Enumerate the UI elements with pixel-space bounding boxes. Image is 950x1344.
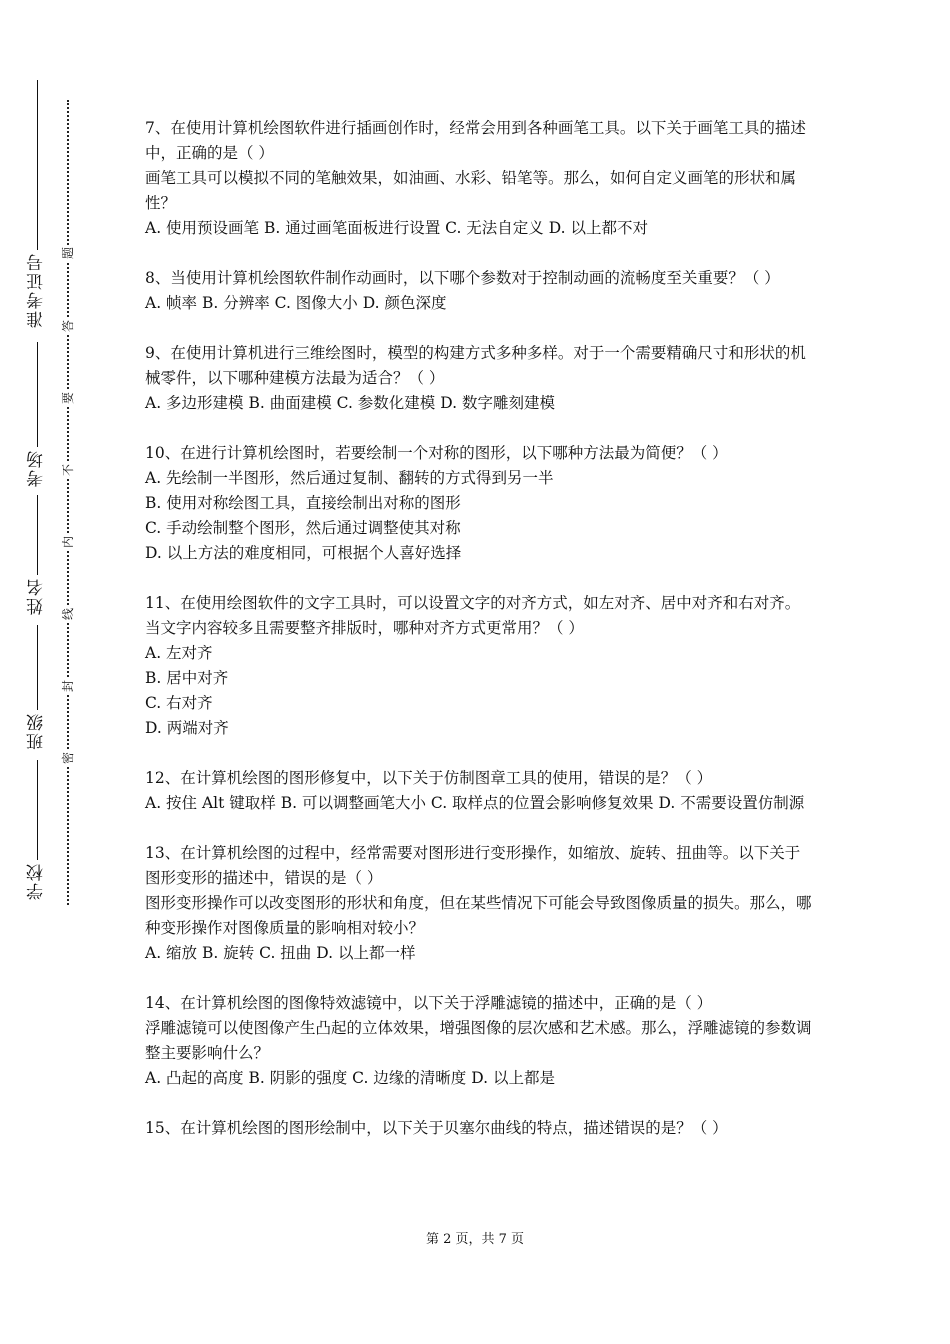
seal-char-ti: 题 [61, 247, 75, 260]
question-8 [145, 266, 815, 316]
question-7 [145, 116, 815, 241]
seal-char-yao: 要 [61, 392, 75, 405]
question-stem: 11、在使用绘图软件的文字工具时，可以设置文字的对齐方式，如左对齐、居中对齐和右对齐。当文字内容较多且需要整齐排版时，哪种对齐方式更常用？（ ） [145, 594, 801, 637]
question-11 [145, 591, 815, 741]
option-d: D. 以上方法的难度相同，可根据个人喜好选择 [145, 544, 462, 562]
student-info-column [20, 80, 47, 920]
option-c: C. 右对齐 [145, 694, 213, 712]
school-label: 学校 [27, 862, 47, 900]
question-stem: 13、在计算机绘图的过程中，经常需要对图形进行变形操作，如缩放、旋转、扭曲等。以下关于图形变形的描述中，错误的是（ ） [145, 844, 801, 887]
class-label: 班级 [27, 712, 47, 750]
question-context: 浮雕滤镜可以使图像产生凸起的立体效果，增强图像的层次感和艺术感。那么，浮雕滤镜的参数调整主要影响什么？ [145, 1019, 812, 1062]
question-13 [145, 841, 815, 966]
question-stem: 10、在进行计算机绘图时，若要绘制一个对称的图形，以下哪种方法最为简便？（ ） [145, 444, 728, 462]
question-options: A. 使用预设画笔 B. 通过画笔面板进行设置 C. 无法自定义 D. 以上都不对 [145, 219, 648, 237]
question-options: A. 多边形建模 B. 曲面建模 C. 参数化建模 D. 数字雕刻建模 [145, 394, 555, 412]
question-options: A. 缩放 B. 旋转 C. 扭曲 D. 以上都一样 [145, 944, 416, 962]
exam-number-label: 准考证号 [27, 252, 47, 328]
seal-char-feng: 封 [61, 680, 75, 693]
question-14 [145, 991, 815, 1091]
question-list [145, 116, 815, 1166]
seal-char-bu: 不 [61, 464, 75, 477]
school-line [37, 760, 38, 860]
question-12 [145, 766, 815, 816]
option-a: A. 左对齐 [145, 644, 213, 662]
question-9 [145, 341, 815, 416]
exam-room-label: 考场 [27, 449, 47, 487]
question-stem: 14、在计算机绘图的图像特效滤镜中，以下关于浮雕滤镜的描述中，正确的是（ ） [145, 994, 713, 1012]
name-line [37, 495, 38, 575]
binding-margin [0, 0, 100, 1344]
question-context: 图形变形操作可以改变图形的形状和角度，但在某些情况下可能会导致图像质量的损失。那么，哪种变形操作对图像质量的影响相对较小？ [145, 894, 812, 937]
question-stem: 8、当使用计算机绘图软件制作动画时，以下哪个参数对于控制动画的流畅度至关重要？（ ） [145, 269, 780, 287]
question-15 [145, 1116, 815, 1141]
question-options: A. 凸起的高度 B. 阴影的强度 C. 边缘的清晰度 D. 以上都是 [145, 1069, 555, 1087]
question-stem: 15、在计算机绘图的图形绘制中，以下关于贝塞尔曲线的特点，描述错误的是？（ ） [145, 1119, 728, 1137]
question-10 [145, 441, 815, 566]
question-options: A. 按住 Alt 键取样 B. 可以调整画笔大小 C. 取样点的位置会影响修复效果 D. 不需要设置仿制源 [145, 794, 805, 812]
seal-dotted-line [67, 100, 69, 905]
option-d: D. 两端对齐 [145, 719, 229, 737]
seal-char-da: 答 [61, 320, 75, 333]
page-footer: 第 2 页，共 7 页 [425, 1232, 525, 1247]
exam-room-line [37, 342, 38, 447]
option-c: C. 手动绘制整个图形，然后通过调整使其对称 [145, 519, 461, 537]
class-line [37, 625, 38, 710]
seal-char-xian: 线 [61, 608, 75, 621]
name-label: 姓名 [27, 577, 47, 615]
question-options: A. 帧率 B. 分辨率 C. 图像大小 D. 颜色深度 [145, 294, 447, 312]
option-a: A. 先绘制一半图形，然后通过复制、翻转的方式得到另一半 [145, 469, 554, 487]
option-b: B. 使用对称绘图工具，直接绘制出对称的图形 [145, 494, 461, 512]
question-stem: 7、在使用计算机绘图软件进行插画创作时，经常会用到各种画笔工具。以下关于画笔工具的描述中，正确的是（ ） [145, 119, 806, 162]
seal-char-nei: 内 [61, 536, 75, 549]
question-context: 画笔工具可以模拟不同的笔触效果，如油画、水彩、铅笔等。那么，如何自定义画笔的形状和属性？ [145, 169, 797, 212]
question-stem: 9、在使用计算机进行三维绘图时，模型的构建方式多种多样。对于一个需要精确尺寸和形状的机械零件，以下哪种建模方法最为适合？（ ） [145, 344, 806, 387]
seal-char-mi: 密 [61, 752, 75, 765]
question-stem: 12、在计算机绘图的图形修复中，以下关于仿制图章工具的使用，错误的是？（ ） [145, 769, 713, 787]
option-b: B. 居中对齐 [145, 669, 229, 687]
exam-number-line [37, 80, 38, 250]
